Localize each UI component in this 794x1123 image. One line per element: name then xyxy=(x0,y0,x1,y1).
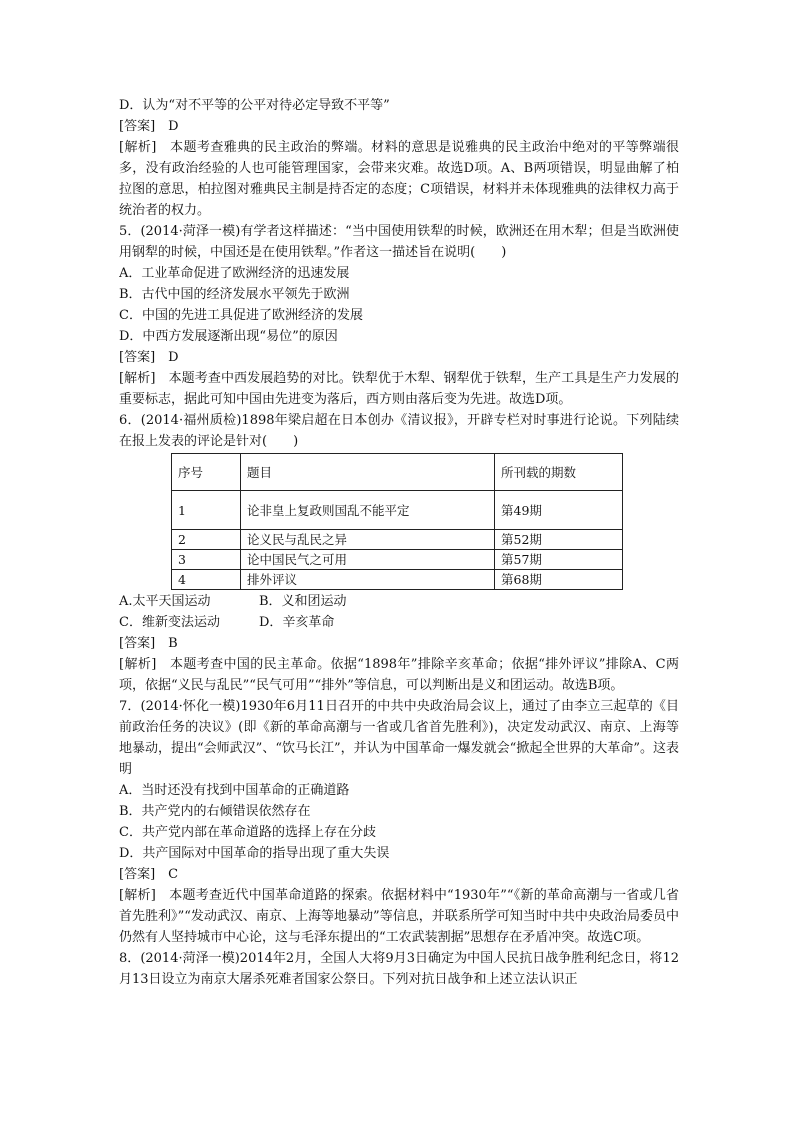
table-header-row xyxy=(172,454,623,491)
question-5-option-c: C．中国的先进工具促进了欧洲经济的发展 xyxy=(119,308,363,323)
question-7-option-a: A．当时还没有找到中国革命的正确道路 xyxy=(119,783,350,798)
question-5-answer: [答案] D xyxy=(119,350,179,365)
question-7-option-c: C．共产党内部在革命道路的选择上存在分歧 xyxy=(119,825,376,840)
table-row xyxy=(172,530,623,550)
answer-line: [答案] D xyxy=(119,119,179,134)
table-cell: 论非皇上复政则国乱不能平定 xyxy=(241,491,495,530)
table-row xyxy=(172,550,623,570)
question-7-option-b: B．共产党内的右倾错误依然存在 xyxy=(119,804,311,819)
question-6-option-d: D．辛亥革命 xyxy=(259,615,335,630)
table-cell: 1 xyxy=(172,491,241,530)
table-cell: 第68期 xyxy=(495,570,623,590)
table-cell: 论义民与乱民之异 xyxy=(241,530,495,550)
table-header-cell: 序号 xyxy=(172,454,241,491)
question-6-option-a: A.太平天国运动 xyxy=(119,594,211,609)
question-5-option-a: A．工业革命促进了欧洲经济的迅速发展 xyxy=(119,266,350,281)
question-6-analysis: [解析] 本题考查中国的民主革命。依据“1898年”排除辛亥革命；依据“排外评议”排除A、C两项，依据“义民与乱民”“民气可用”“排外”等信息，可以判断出是义和团运动。故选B项。 xyxy=(119,657,679,693)
question-7-answer: [答案] C xyxy=(119,867,179,882)
table-cell: 论中国民气之可用 xyxy=(241,550,495,570)
table-cell: 第57期 xyxy=(495,550,623,570)
table-cell: 第49期 xyxy=(495,491,623,530)
question-6-options-row xyxy=(119,591,679,612)
table-row xyxy=(172,570,623,590)
table-header-cell: 题目 xyxy=(241,454,495,491)
table-cell: 第52期 xyxy=(495,530,623,550)
table-cell: 排外评议 xyxy=(241,570,495,590)
question-5-option-b: B．古代中国的经济发展水平领先于欧洲 xyxy=(119,287,350,302)
question-5-option-d: D．中西方发展逐渐出现“易位”的原因 xyxy=(119,329,338,344)
table-header-cell: 所刊载的期数 xyxy=(495,454,623,491)
question-5-analysis: [解析] 本题考查中西发展趋势的对比。铁犁优于木犁、钢犁优于铁犁，生产工具是生产力发展的重要标志，据此可知中国由先进变为落后，西方则由落后变为先进。故选D项。 xyxy=(119,371,679,407)
table-cell: 4 xyxy=(172,570,241,590)
question-6-options-row xyxy=(119,612,679,633)
question-7-analysis: [解析] 本题考查近代中国革命道路的探索。依据材料中“1930年”“《新的革命高潮与一省或几省首先胜利》”“发动武汉、南京、上海等地暴动”等信息，并联系所学可知当时中共中央政治局委员中仍然有人坚持城市中心论，这与毛泽东提出的“工农武装割据”思想存在矛盾冲突。故选C项。 xyxy=(119,888,679,945)
question-6-option-b: B．义和团运动 xyxy=(259,594,347,609)
option-line: D．认为“对不平等的公平对待必定导致不平等” xyxy=(119,98,390,113)
table-row xyxy=(172,491,623,530)
question-7-option-d: D．共产国际对中国革命的指导出现了重大失误 xyxy=(119,846,390,861)
document-page xyxy=(119,95,679,990)
question-7-stem: 7．(2014·怀化一模)1930年6月11日召开的中共中央政治局会议上，通过了由李立三起草的《目前政治任务的决议》(即《新的革命高潮与一省或几省首先胜利》)，决定发动武汉、南京、上海等地暴动，提出“会师武汉”、“饮马长江”，并认为中国革命一爆发就会“掀起全世界的大革命”。这表明 xyxy=(119,699,679,777)
table-cell: 3 xyxy=(172,550,241,570)
analysis-paragraph: [解析] 本题考查雅典的民主政治的弊端。材料的意思是说雅典的民主政治中绝对的平等弊端很多，没有政治经验的人也可能管理国家，会带来灾难。故选D项。A、B两项错误，明显曲解了柏拉图的意思，柏拉图对雅典民主制是持否定的态度；C项错误，材料并未体现雅典的法律权力高于统治者的权力。 xyxy=(119,140,679,218)
question-6-stem: 6．(2014·福州质检)1898年梁启超在日本创办《清议报》，开辟专栏对时事进行论说。下列陆续在报上发表的评论是针对( ) xyxy=(119,413,679,449)
table-cell: 2 xyxy=(172,530,241,550)
question-6-answer: [答案] B xyxy=(119,636,178,651)
question-5-stem: 5．(2014·菏泽一模)有学者这样描述：“当中国使用铁犁的时候，欧洲还在用木犁；但是当欧洲使用钢犁的时候，中国还是在使用铁犁。”作者这一描述旨在说明( ) xyxy=(119,224,679,260)
question-8-stem: 8．(2014·菏泽一模)2014年2月，全国人大将9月3日确定为中国人民抗日战争胜利纪念日，将12月13日设立为南京大屠杀死难者国家公祭日。下列对抗日战争和上述立法认识正 xyxy=(119,951,679,987)
question-6-table xyxy=(171,453,623,590)
question-6-option-c: C．维新变法运动 xyxy=(119,615,220,630)
